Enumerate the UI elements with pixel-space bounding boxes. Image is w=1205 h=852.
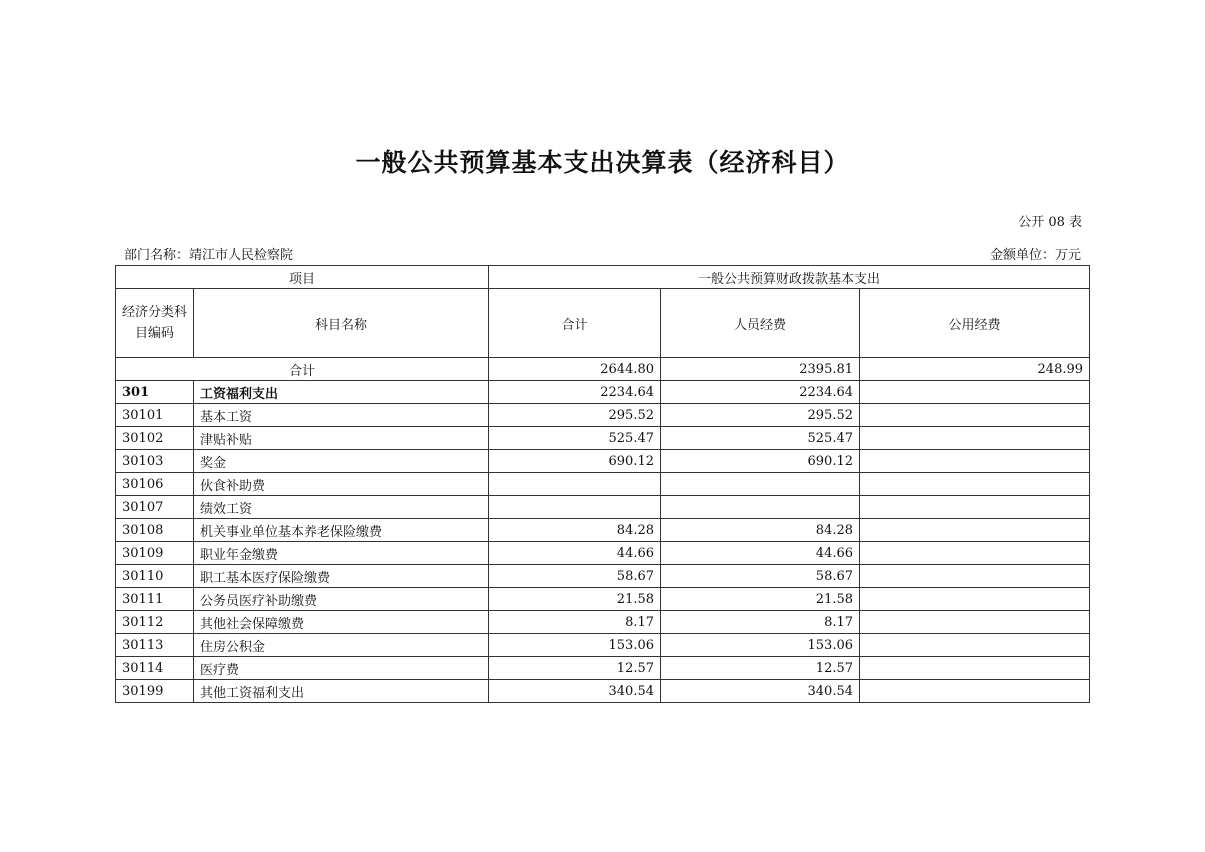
table-row: [116, 427, 1090, 450]
row-public: [860, 404, 1090, 427]
row-public: [860, 542, 1090, 565]
row-name: 机关事业单位基本养老保险缴费: [194, 519, 489, 542]
row-public: [860, 565, 1090, 588]
header-item-group: 项目: [116, 266, 489, 289]
row-personnel: 690.12: [661, 450, 860, 473]
total-sum: 2644.80: [489, 358, 661, 381]
row-public: [860, 427, 1090, 450]
row-total: [489, 496, 661, 519]
row-public: [860, 634, 1090, 657]
table-row: [116, 657, 1090, 680]
table-row: [116, 473, 1090, 496]
row-personnel: 44.66: [661, 542, 860, 565]
row-name: 职业年金缴费: [194, 542, 489, 565]
total-row: [116, 358, 1090, 381]
total-public: 248.99: [860, 358, 1090, 381]
row-code: 30110: [116, 565, 194, 588]
row-public: [860, 496, 1090, 519]
header-total-col: 合计: [489, 289, 661, 358]
row-personnel: 12.57: [661, 657, 860, 680]
row-personnel: 8.17: [661, 611, 860, 634]
row-code: 30199: [116, 680, 194, 703]
row-public: [860, 588, 1090, 611]
row-personnel: 21.58: [661, 588, 860, 611]
row-total: 525.47: [489, 427, 661, 450]
row-personnel: 340.54: [661, 680, 860, 703]
row-total: 21.58: [489, 588, 661, 611]
row-public: [860, 519, 1090, 542]
row-personnel: 58.67: [661, 565, 860, 588]
row-total: 44.66: [489, 542, 661, 565]
row-public: [860, 381, 1090, 404]
row-name: 医疗费: [194, 657, 489, 680]
row-code: 30109: [116, 542, 194, 565]
row-name: 其他社会保障缴费: [194, 611, 489, 634]
total-label: 合计: [116, 358, 489, 381]
row-name: 公务员医疗补助缴费: [194, 588, 489, 611]
header-fund-group: 一般公共预算财政拨款基本支出: [489, 266, 1090, 289]
row-code: 301: [116, 381, 194, 404]
row-total: 2234.64: [489, 381, 661, 404]
header-name-col: 科目名称: [194, 289, 489, 358]
row-name: 伙食补助费: [194, 473, 489, 496]
row-code: 30103: [116, 450, 194, 473]
row-public: [860, 450, 1090, 473]
row-personnel: 153.06: [661, 634, 860, 657]
row-personnel: [661, 496, 860, 519]
row-name: 其他工资福利支出: [194, 680, 489, 703]
form-number: 公开 08 表: [1018, 215, 1082, 230]
row-public: [860, 473, 1090, 496]
row-personnel: 2234.64: [661, 381, 860, 404]
row-code: 30101: [116, 404, 194, 427]
row-name: 工资福利支出: [194, 381, 489, 404]
table-row: [116, 680, 1090, 703]
row-total: 340.54: [489, 680, 661, 703]
amount-unit: 金额单位：万元: [989, 248, 1081, 263]
table-row: [116, 588, 1090, 611]
table-body: [116, 358, 1090, 703]
row-name: 职工基本医疗保险缴费: [194, 565, 489, 588]
row-personnel: 84.28: [661, 519, 860, 542]
department-name: 部门名称：靖江市人民检察院: [124, 248, 294, 263]
row-personnel: 525.47: [661, 427, 860, 450]
row-total: 295.52: [489, 404, 661, 427]
row-code: 30107: [116, 496, 194, 519]
row-total: 8.17: [489, 611, 661, 634]
row-total: 58.67: [489, 565, 661, 588]
row-total: 690.12: [489, 450, 661, 473]
row-name: 津贴补贴: [194, 427, 489, 450]
row-personnel: 295.52: [661, 404, 860, 427]
row-code: 30113: [116, 634, 194, 657]
row-total: [489, 473, 661, 496]
total-personnel: 2395.81: [661, 358, 860, 381]
row-personnel: [661, 473, 860, 496]
row-total: 84.28: [489, 519, 661, 542]
row-total: 12.57: [489, 657, 661, 680]
header-personnel-col: 人员经费: [661, 289, 860, 358]
table-row: [116, 519, 1090, 542]
table-row: [116, 634, 1090, 657]
row-public: [860, 657, 1090, 680]
table-row: [116, 496, 1090, 519]
row-code: 30114: [116, 657, 194, 680]
page-title: 一般公共预算基本支出决算表（经济科目）: [355, 148, 850, 177]
table-row: [116, 381, 1090, 404]
budget-table: [115, 265, 1090, 703]
row-name: 奖金: [194, 450, 489, 473]
table-row: [116, 542, 1090, 565]
table-row: [116, 450, 1090, 473]
row-code: 30111: [116, 588, 194, 611]
row-code: 30108: [116, 519, 194, 542]
table-row: [116, 404, 1090, 427]
row-name: 住房公积金: [194, 634, 489, 657]
row-code: 30106: [116, 473, 194, 496]
row-code: 30112: [116, 611, 194, 634]
row-name: 绩效工资: [194, 496, 489, 519]
table-row: [116, 565, 1090, 588]
header-code-col: 经济分类科目编码: [116, 289, 194, 358]
row-name: 基本工资: [194, 404, 489, 427]
header-public-col: 公用经费: [860, 289, 1090, 358]
row-public: [860, 611, 1090, 634]
row-total: 153.06: [489, 634, 661, 657]
row-public: [860, 680, 1090, 703]
table-row: [116, 611, 1090, 634]
row-code: 30102: [116, 427, 194, 450]
